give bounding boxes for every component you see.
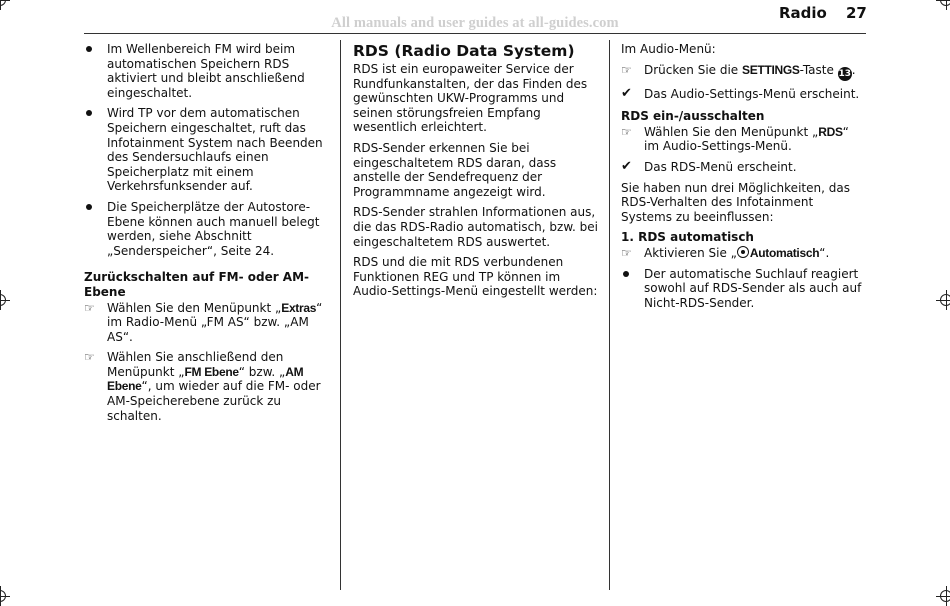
step-text: “. (819, 245, 830, 260)
bullet-text: Die Speicherplätze der Autostore-Ebene können auch manuell belegt werden, siehe Abschnitt „Senderspeicher“, Seite 24. (107, 199, 320, 258)
step-text: Aktivieren Sie „ (644, 245, 737, 260)
paragraph: Sie haben nun drei Möglichkeiten, das RDS-Verhalten des Infotainment Systems zu beeinflussen: (621, 180, 850, 224)
paragraph: RDS-Sender strahlen Informationen aus, die das RDS-Radio automatisch, bzw. bei eingeschaltetem RDS auswertet. (353, 205, 599, 249)
pointing-hand-icon: ☞ (84, 300, 95, 315)
bullet-item (621, 267, 866, 311)
menu-key-fm-ebene: FM Ebene (184, 364, 239, 379)
watermark: All manuals and user guides at all-guides.com (331, 15, 619, 31)
pointing-hand-icon: ☞ (621, 124, 632, 139)
registration-mark-icon (940, 294, 950, 306)
subheading-switch-back: Zurückschalten auf FM- oder AM-Ebene (84, 270, 310, 299)
registration-mark-icon (0, 590, 6, 602)
bullet-dot-icon (86, 204, 92, 210)
menu-key-am-ebene: AM Ebene (107, 364, 304, 394)
action-step (84, 301, 326, 345)
pointing-hand-icon: ☞ (621, 245, 632, 260)
step-text: “ im Audio-Settings-Menü. (644, 124, 849, 154)
result-text: Das Audio-Settings-Menü erscheint. (644, 86, 860, 101)
circled-13-icon: 13 (838, 68, 851, 79)
subheading-rds-toggle: RDS ein-/ausschalten (621, 109, 765, 124)
bullet-text: Wird TP vor dem automatischen Speichern eingeschaltet, ruft das Infotainment System nach Beenden des Sendersuchlaufs einen Speicherplatz mit einem Verkehrsfunksender auf. (107, 106, 323, 194)
menu-key-automatisch: Automatisch (749, 245, 820, 260)
step-text: -Taste (799, 62, 838, 77)
result-step (621, 160, 866, 175)
bullet-dot-icon (623, 271, 629, 277)
menu-key-rds: RDS (818, 124, 843, 139)
column-middle (353, 42, 598, 305)
pointing-hand-icon: ☞ (621, 62, 632, 77)
radio-button-icon (737, 246, 749, 258)
header-rule (84, 33, 866, 34)
pointing-hand-icon: ☞ (84, 350, 95, 365)
registration-mark-icon (0, 0, 6, 6)
step-text: Wählen Sie anschließend den Menüpunkt „ (107, 350, 284, 379)
bullet-item (84, 106, 326, 194)
registration-mark-icon (940, 0, 950, 6)
column-divider-right (609, 40, 610, 590)
column-right (621, 42, 866, 316)
column-left (84, 42, 326, 429)
registration-mark-icon (0, 294, 6, 306)
bullet-item (84, 42, 326, 100)
action-step (84, 350, 326, 423)
paragraph: RDS ist ein europaweiter Service der Rundfunkanstalten, der das Finden des gewünschten UKW-Programms und seinen störungsfreien Empfang wesentlich erleichtert. (353, 62, 588, 135)
column-divider-left (340, 40, 341, 590)
registration-mark-icon (940, 590, 950, 602)
checkmark-icon: ✔ (621, 158, 632, 174)
menu-key-extras: Extras (281, 300, 317, 315)
paragraph: RDS-Sender erkennen Sie bei eingeschaltetem RDS daran, dass anstelle der Sendefrequenz der Programmname angezeigt wird. (353, 140, 557, 199)
step-text: Drücken Sie die (644, 62, 742, 77)
step-text: “ im Radio-Menü „FM AS“ bzw. „AM AS“. (107, 300, 323, 344)
action-step (621, 246, 866, 261)
bullet-dot-icon (86, 110, 92, 116)
paragraph: RDS und die mit RDS verbundenen Funktionen REG und TP können im Audio-Settings-Menü eingestellt werden: (353, 255, 598, 299)
intro-text: Im Audio-Menü: (621, 42, 716, 56)
result-step (621, 87, 866, 102)
action-step (621, 125, 866, 154)
page-number: 27 (846, 4, 867, 22)
step-text: “, um wieder auf die FM- oder AM-Speicherebene zurück zu schalten. (107, 379, 321, 423)
subheading-rds-auto: 1. RDS automatisch (621, 230, 754, 245)
bullet-item (84, 200, 326, 258)
action-step (621, 63, 866, 81)
result-text: Das RDS-Menü erscheint. (644, 159, 797, 174)
settings-key: SETTINGS (742, 62, 800, 77)
step-text: Wählen Sie den Menüpunkt „ (644, 124, 819, 139)
step-text: Wählen Sie den Menüpunkt „ (107, 300, 282, 315)
bullet-text: Der automatische Suchlauf reagiert sowohl auf RDS-Sender als auch auf Nicht-RDS-Sender. (644, 266, 862, 310)
step-text: “ bzw. „ (238, 364, 286, 379)
bullet-dot-icon (86, 46, 92, 52)
section-heading-rds: RDS (Radio Data System) (353, 42, 575, 60)
checkmark-icon: ✔ (621, 85, 632, 101)
step-text: . (851, 62, 856, 77)
bullet-text: Im Wellenbereich FM wird beim automatischen Speichern RDS aktiviert und bleibt anschließend eingeschaltet. (107, 42, 305, 100)
section-title: Radio (779, 4, 827, 22)
